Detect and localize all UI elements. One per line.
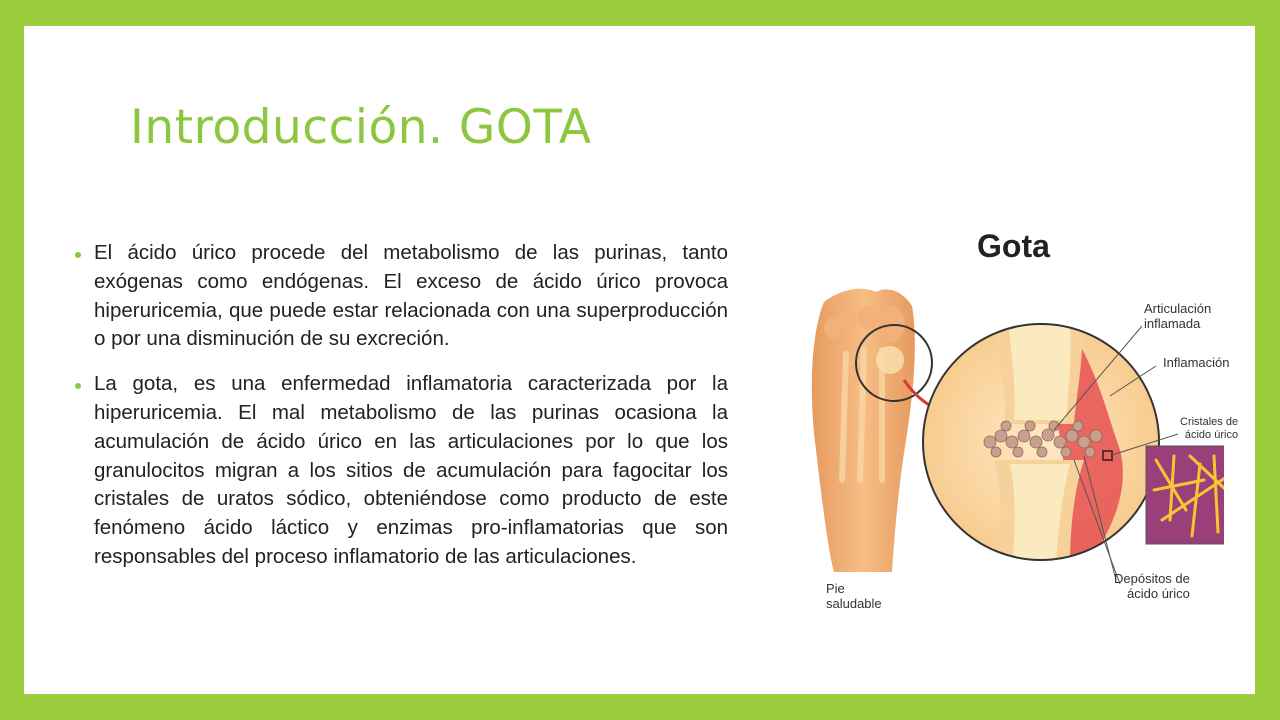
uric-acid-crystals-icon	[1146, 446, 1224, 544]
bullet-text: La gota, es una enfermedad inflamatoria caracterizada por la hiperuricemia. El mal metabolismo de las purinas ocasiona la acumulación de ácido úrico en las articulaciones por lo que los granulocitos migran a los sitios de acumulación para fagocitar los cristales de uratos sódico, obteniéndose como producto de este fenómeno ácido láctico y enzimas pro-inflamatorias que son responsables del proceso inflamatorio de las articulaciones.	[94, 372, 728, 568]
foot-icon	[812, 289, 932, 572]
bullet-item	[74, 239, 728, 354]
label-depositos: Depósitos de ácido úrico	[1114, 571, 1190, 601]
label-pie-saludable: Pie saludable	[826, 581, 882, 611]
label-cristales: Cristales de ácido úrico	[1180, 416, 1239, 441]
slide	[24, 26, 1255, 694]
gout-illustration	[794, 220, 1239, 611]
gout-diagram-graphic	[794, 220, 1224, 600]
label-articulacion-inflamada: Articulación inflamada	[1144, 301, 1212, 331]
bullet-dot-icon	[75, 383, 81, 389]
label-inflamacion: Inflamación	[1163, 355, 1230, 370]
joint-magnified-icon	[923, 324, 1159, 564]
slide-title: Introducción. GOTA	[130, 100, 592, 155]
bullet-dot-icon	[75, 252, 81, 258]
figure-title: Gota	[977, 228, 1050, 264]
bullet-list	[74, 239, 728, 588]
bullet-text: El ácido úrico procede del metabolismo de las purinas, tanto exógenas como endógenas. El exceso de ácido úrico provoca hiperuricemia, que puede estar relacionada con una superproducción o por una disminución de su excreción.	[94, 241, 728, 351]
bullet-item	[74, 370, 728, 572]
